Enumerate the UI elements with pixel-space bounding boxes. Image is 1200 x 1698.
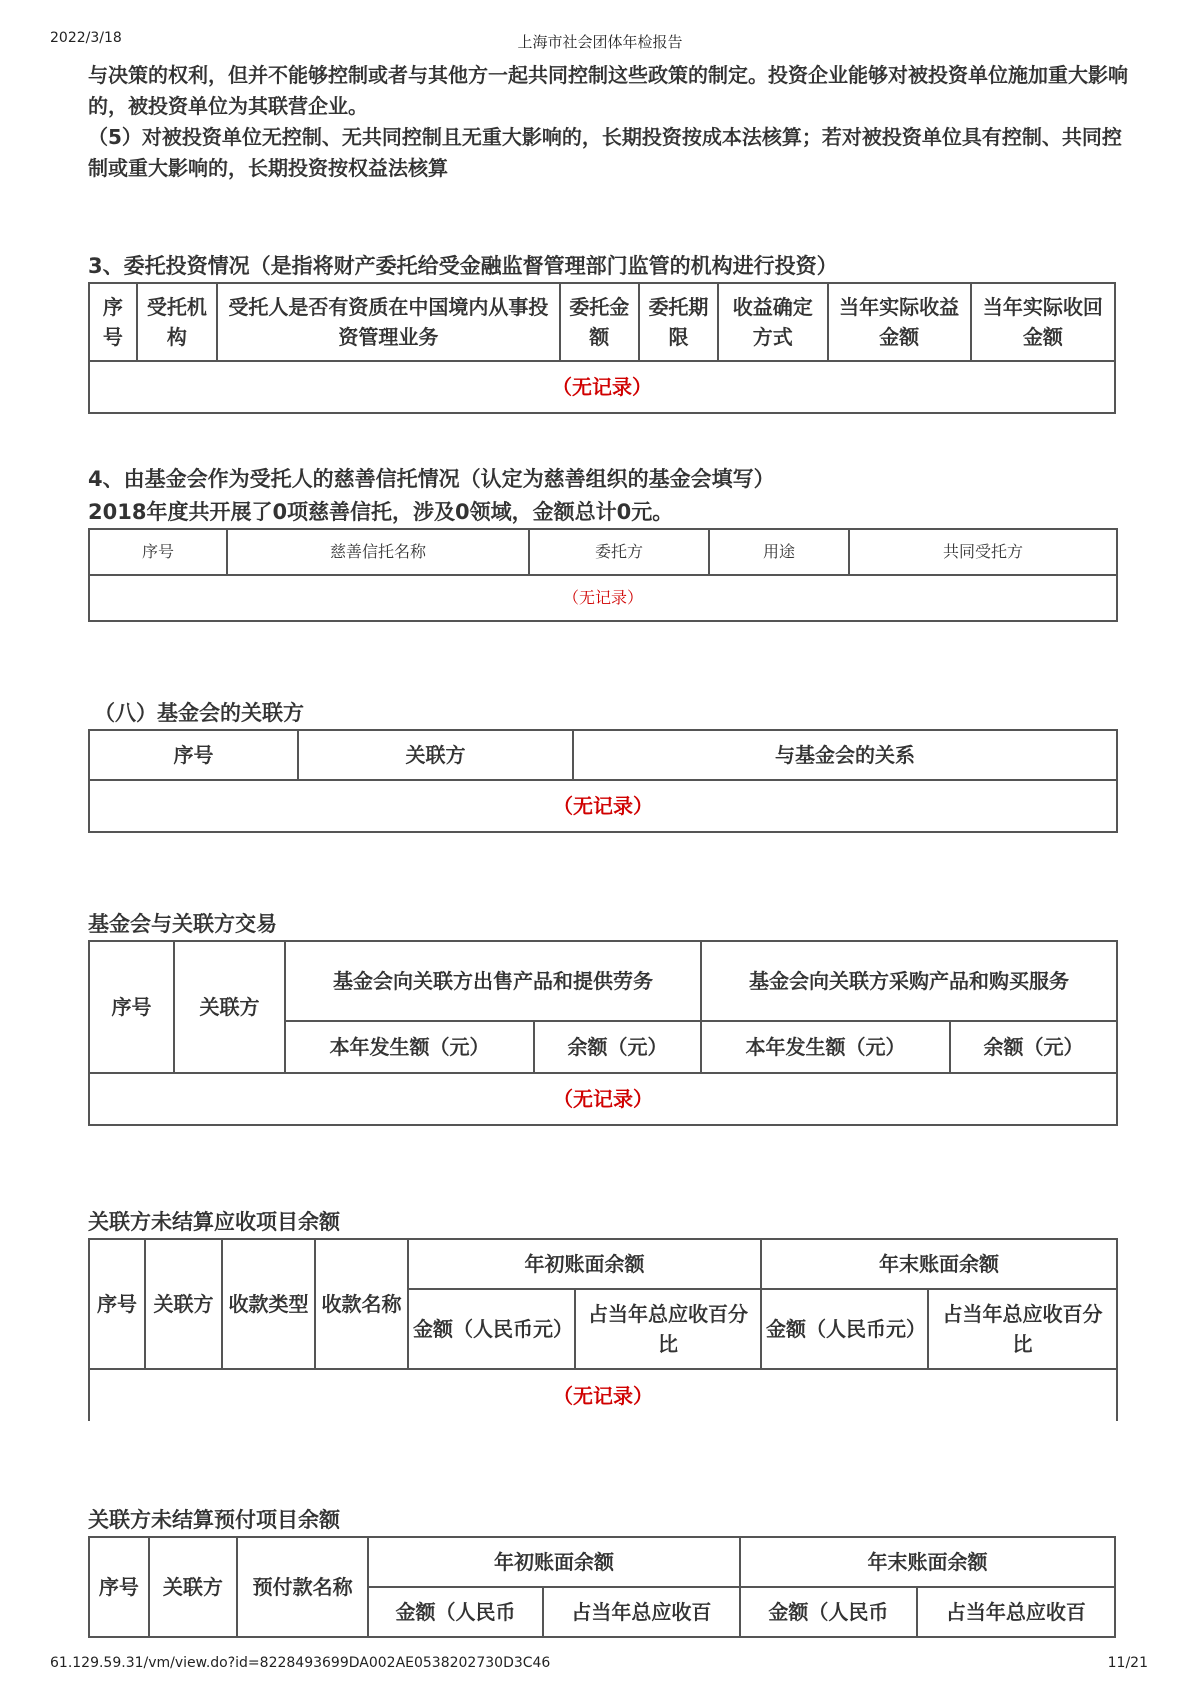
intro-paragraph-2: （5）对被投资单位无控制、无共同控制且无重大影响的，长期投资按成本法核算；若对被投资单位具有控制、共同控制或重大影响的，长期投资按权益法核算 [88,125,1122,180]
table-header-cell: 余额（元） [950,1021,1117,1073]
table-header-cell: 关联方 [174,941,285,1073]
table-row [89,575,1117,621]
table-header-cell: 受托人是否有资质在中国境内从事投资管理业务 [217,283,560,361]
table-row [89,780,1117,832]
table-header-cell: 占当年总应收百分比 [575,1289,761,1369]
section-3-title: 3、委托投资情况（是指将财产委托给受金融监督管理部门监管的机构进行投资） [88,254,838,278]
prepayments-balance-table [88,1536,1116,1638]
table-header-cell: 当年实际收益金额 [828,283,971,361]
table-header-cell: 年末账面余额 [740,1537,1115,1587]
table-header-row [89,941,1117,1021]
table-header-cell: 收款类型 [222,1239,315,1369]
table-header-cell: 与基金会的关系 [573,730,1117,780]
section-receivables-title: 关联方未结算应收项目余额 [88,1210,340,1234]
no-record-cell: （无记录） [89,1073,1117,1125]
table-header-cell: 占当年总应收百 [543,1587,740,1637]
table-header-cell: 关联方 [149,1537,237,1637]
header-title: 上海市社会团体年检报告 [517,33,683,51]
table-header-cell: 余额（元） [534,1021,701,1073]
related-party-transactions-table [88,940,1118,1126]
table-header-cell: 当年实际收回金额 [971,283,1115,361]
table-header-cell: 收款名称 [315,1239,408,1369]
table-header-cell: 年初账面余额 [408,1239,761,1289]
header-date: 2022/3/18 [50,30,122,46]
table-header-cell: 收益确定方式 [718,283,828,361]
receivables-balance-table [88,1238,1118,1421]
table-header-cell: 委托方 [529,529,709,575]
table-header-cell: 委托金额 [560,283,639,361]
footer-url: 61.129.59.31/vm/view.do?id=8228493699DA002AE0538202730D3C46 [50,1655,551,1671]
section-8-title: （八）基金会的关联方 [94,701,304,725]
table-header-cell: 金额（人民币 [740,1587,917,1637]
related-party-table [88,729,1118,833]
table-row [89,361,1115,413]
no-record-cell: （无记录） [89,1369,1117,1421]
table-header-cell: 年末账面余额 [761,1239,1117,1289]
entrusted-investment-table [88,282,1116,414]
no-record-cell: （无记录） [89,575,1117,621]
table-header-row [89,529,1117,575]
table-header-cell: 共同受托方 [849,529,1117,575]
table-header-cell: 基金会向关联方采购产品和购买服务 [701,941,1117,1021]
table-header-cell: 本年发生额（元） [285,1021,534,1073]
footer-page-number: 11/21 [1107,1655,1148,1671]
table-header-cell: 用途 [709,529,849,575]
table-header-cell: 占当年总应收百分比 [928,1289,1117,1369]
table-header-cell: 序号 [89,730,298,780]
section-prepayments-title: 关联方未结算预付项目余额 [88,1508,340,1532]
table-row [89,1073,1117,1125]
table-header-cell: 序号 [89,529,227,575]
charitable-trust-table [88,528,1118,622]
table-header-row [89,283,1115,361]
table-header-cell: 本年发生额（元） [701,1021,950,1073]
section-transactions-title: 基金会与关联方交易 [88,912,277,936]
table-header-cell: 年初账面余额 [368,1537,740,1587]
table-header-cell: 金额（人民币 [368,1587,543,1637]
intro-paragraph-1: 与决策的权利，但并不能够控制或者与其他方一起共同控制这些政策的制定。投资企业能够对被投资单位施加重大影响的，被投资单位为其联营企业。 [88,63,1128,118]
table-header-cell: 预付款名称 [237,1537,368,1637]
table-header-cell: 序号 [89,1537,149,1637]
no-record-cell: （无记录） [89,361,1115,413]
table-row [89,1369,1117,1421]
table-header-cell: 受托机构 [137,283,217,361]
table-header-cell: 序号 [89,283,137,361]
table-header-cell: 序号 [89,941,174,1073]
no-record-cell: （无记录） [89,780,1117,832]
table-header-cell: 基金会向关联方出售产品和提供劳务 [285,941,701,1021]
table-header-cell: 委托期限 [639,283,718,361]
table-header-cell: 关联方 [298,730,573,780]
table-header-row [89,730,1117,780]
table-header-cell: 金额（人民币元） [761,1289,928,1369]
table-header-cell: 慈善信托名称 [227,529,529,575]
table-header-row [89,1239,1117,1289]
section-4-summary: 2018年度共开展了0项慈善信托，涉及0领域，金额总计0元。 [88,500,674,524]
table-header-cell: 序号 [89,1239,145,1369]
table-header-cell: 占当年总应收百 [917,1587,1115,1637]
table-header-cell: 关联方 [145,1239,222,1369]
section-4-title: 4、由基金会作为受托人的慈善信托情况（认定为慈善组织的基金会填写） [88,467,775,491]
table-header-cell: 金额（人民币元） [408,1289,575,1369]
table-header-row [89,1537,1115,1587]
